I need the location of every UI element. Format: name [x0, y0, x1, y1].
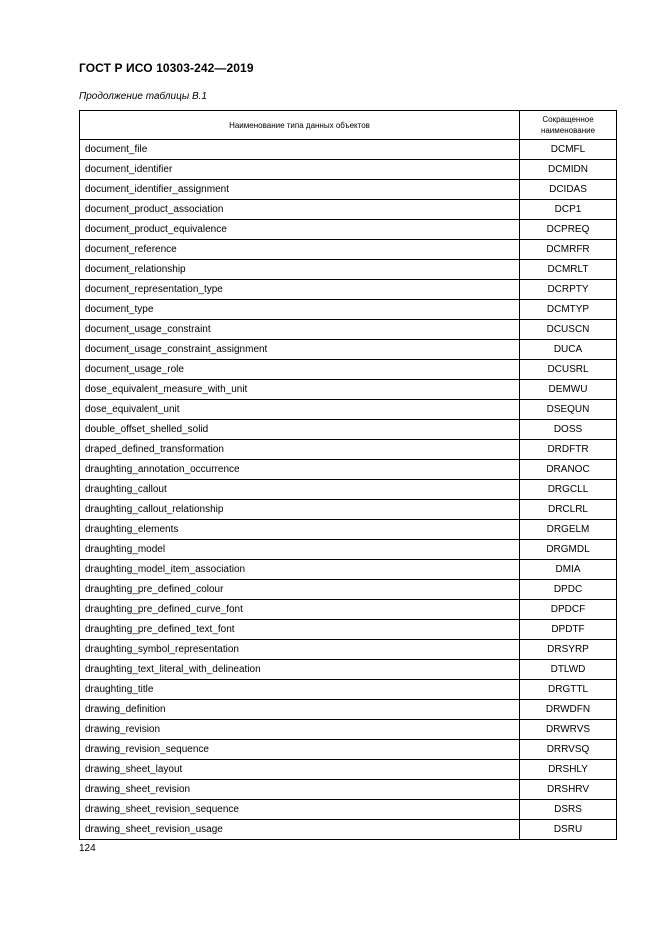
short-name-cell: DMIA [520, 560, 617, 580]
short-name-cell: DRWRVS [520, 720, 617, 740]
entity-name-cell: drawing_sheet_revision [80, 780, 520, 800]
short-name-cell: DPDC [520, 580, 617, 600]
short-name-cell: DRRVSQ [520, 740, 617, 760]
entity-name-cell: draughting_callout [80, 480, 520, 500]
table-row [80, 820, 617, 840]
short-name-cell: DRGCLL [520, 480, 617, 500]
entity-name-cell: drawing_sheet_revision_sequence [80, 800, 520, 820]
table-row [80, 760, 617, 780]
table-row [80, 440, 617, 460]
short-name-cell: DRGELM [520, 520, 617, 540]
short-name-cell: DPDTF [520, 620, 617, 640]
table-row [80, 520, 617, 540]
entity-name-cell: document_usage_constraint [80, 320, 520, 340]
short-name-cell: DCMRFR [520, 240, 617, 260]
short-name-cell: DRCLRL [520, 500, 617, 520]
entity-name-cell: dose_equivalent_unit [80, 400, 520, 420]
entity-name-cell: draughting_pre_defined_colour [80, 580, 520, 600]
table-row [80, 220, 617, 240]
table-row [80, 160, 617, 180]
table-row [80, 660, 617, 680]
entity-name-cell: draughting_model_item_association [80, 560, 520, 580]
short-name-cell: DRGTTL [520, 680, 617, 700]
short-name-cell: DRDFTR [520, 440, 617, 460]
table-row [80, 240, 617, 260]
entity-name-cell: draughting_elements [80, 520, 520, 540]
table-row [80, 800, 617, 820]
table-row [80, 360, 617, 380]
table-row [80, 780, 617, 800]
entity-name-cell: drawing_revision_sequence [80, 740, 520, 760]
short-name-cell: DRGMDL [520, 540, 617, 560]
table-row [80, 260, 617, 280]
table-caption: Продолжение таблицы В.1 [79, 91, 207, 102]
short-name-cell: DSRU [520, 820, 617, 840]
entity-name-cell: draughting_text_literal_with_delineation [80, 660, 520, 680]
short-name-cell: DCIDAS [520, 180, 617, 200]
table-row [80, 340, 617, 360]
table-row [80, 200, 617, 220]
table-row [80, 300, 617, 320]
entity-name-cell: draughting_pre_defined_text_font [80, 620, 520, 640]
column-header-entity-name: Наименование типа данных объектов [80, 111, 520, 140]
table-row [80, 640, 617, 660]
short-name-cell: DCMIDN [520, 160, 617, 180]
short-name-cell: DTLWD [520, 660, 617, 680]
entity-name-cell: draughting_symbol_representation [80, 640, 520, 660]
table-row [80, 140, 617, 160]
table-row [80, 740, 617, 760]
table-row [80, 460, 617, 480]
entity-name-cell: draughting_pre_defined_curve_font [80, 600, 520, 620]
table-row [80, 500, 617, 520]
short-name-cell: DCRPTY [520, 280, 617, 300]
short-name-cell: DRSYRP [520, 640, 617, 660]
entity-name-cell: document_representation_type [80, 280, 520, 300]
short-name-cell: DRWDFN [520, 700, 617, 720]
short-name-cell: DRSHLY [520, 760, 617, 780]
entity-name-cell: draped_defined_transformation [80, 440, 520, 460]
entity-name-cell: document_usage_constraint_assignment [80, 340, 520, 360]
entity-name-cell: draughting_callout_relationship [80, 500, 520, 520]
table-row [80, 320, 617, 340]
short-name-cell: DPDCF [520, 600, 617, 620]
entity-name-cell: double_offset_shelled_solid [80, 420, 520, 440]
table-row [80, 400, 617, 420]
table-row [80, 280, 617, 300]
short-name-cell: DCMTYP [520, 300, 617, 320]
column-header-short-name [520, 111, 617, 140]
entity-name-cell: drawing_revision [80, 720, 520, 740]
entity-name-cell: document_type [80, 300, 520, 320]
entity-name-cell: document_usage_role [80, 360, 520, 380]
short-name-cell: DCUSCN [520, 320, 617, 340]
entity-name-cell: document_identifier_assignment [80, 180, 520, 200]
table-body [80, 140, 617, 840]
short-name-cell: DRANOC [520, 460, 617, 480]
table-row [80, 600, 617, 620]
short-name-cell: DCUSRL [520, 360, 617, 380]
table-row [80, 180, 617, 200]
table-row [80, 700, 617, 720]
entity-name-cell: document_relationship [80, 260, 520, 280]
table-header-row [80, 111, 617, 140]
column-header-short-name-text: Сокращенное наименование [540, 115, 596, 135]
entity-name-cell: dose_equivalent_measure_with_unit [80, 380, 520, 400]
table-row [80, 720, 617, 740]
table-row [80, 540, 617, 560]
short-name-cell: DSRS [520, 800, 617, 820]
entity-name-cell: document_reference [80, 240, 520, 260]
entity-name-cell: drawing_sheet_revision_usage [80, 820, 520, 840]
entity-name-cell: drawing_sheet_layout [80, 760, 520, 780]
entity-name-cell: document_product_association [80, 200, 520, 220]
short-name-cell: DOSS [520, 420, 617, 440]
document-standard-header: ГОСТ Р ИСО 10303-242—2019 [79, 61, 254, 75]
entity-name-cell: document_identifier [80, 160, 520, 180]
entity-name-cell: document_product_equivalence [80, 220, 520, 240]
short-name-cell: DCPREQ [520, 220, 617, 240]
short-name-cell: DEMWU [520, 380, 617, 400]
table-row [80, 560, 617, 580]
abbreviations-table [79, 110, 617, 840]
table-row [80, 380, 617, 400]
entity-name-cell: draughting_model [80, 540, 520, 560]
short-name-cell: DCMRLT [520, 260, 617, 280]
short-name-cell: DUCA [520, 340, 617, 360]
short-name-cell: DCP1 [520, 200, 617, 220]
entity-name-cell: draughting_annotation_occurrence [80, 460, 520, 480]
entity-name-cell: drawing_definition [80, 700, 520, 720]
short-name-cell: DRSHRV [520, 780, 617, 800]
table-row [80, 620, 617, 640]
short-name-cell: DSEQUN [520, 400, 617, 420]
table-row [80, 580, 617, 600]
entity-name-cell: document_file [80, 140, 520, 160]
short-name-cell: DCMFL [520, 140, 617, 160]
page-number: 124 [79, 843, 96, 854]
table-row [80, 480, 617, 500]
table-row [80, 420, 617, 440]
entity-name-cell: draughting_title [80, 680, 520, 700]
table-row [80, 680, 617, 700]
